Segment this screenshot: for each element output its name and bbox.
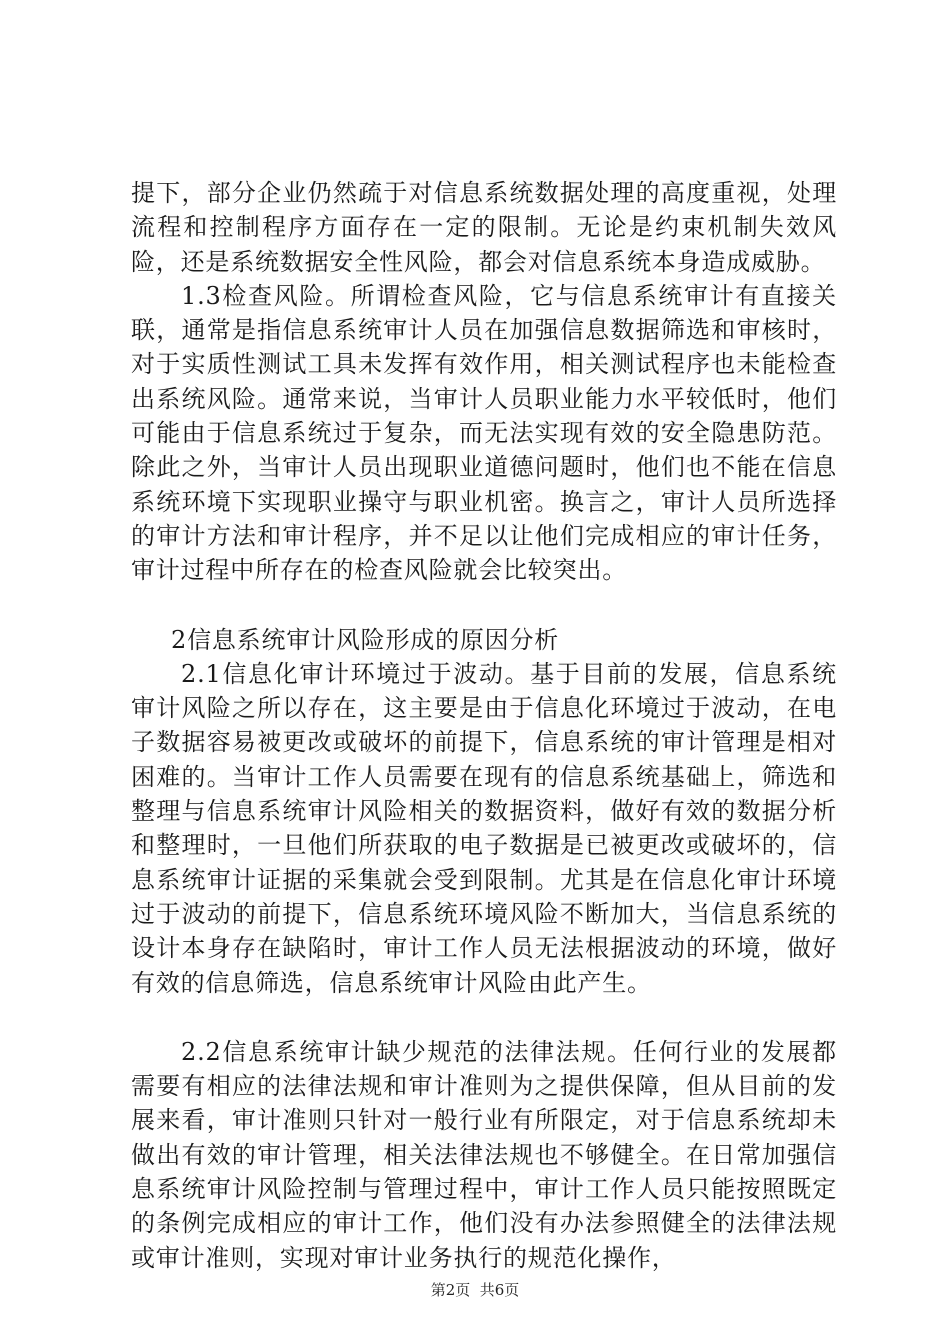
paragraph-continuation: 提下，部分企业仍然疏于对信息系统数据处理的高度重视，处理流程和控制程序方面存在一定的限制。无论是约束机制失效风险，还是系统数据安全性风险，都会对信息系统本身造成威胁。 (131, 179, 837, 276)
document-body (131, 176, 837, 1275)
paragraph-section-2-2: 2.2信息系统审计缺少规范的法律法规。任何行业的发展都需要有相应的法律法规和审计准则为之提供保障，但从目前的发展来看，审计准则只针对一般行业有所限定，对于信息系统却未做出有效的审计管理，相关法律法规也不够健全。在日常加强信息系统审计风险控制与管理过程中，审计工作人员只能按照既定的条例完成相应的审计工作，他们没有办法参照健全的法律法规或审计准则，实现对审计业务执行的规范化操作， (131, 1037, 837, 1272)
section-heading-2: 2信息系统审计风险形成的原因分析 (171, 625, 560, 654)
paragraph-section-1-3: 1.3检查风险。所谓检查风险，它与信息系统审计有直接关联，通常是指信息系统审计人员在加强信息数据筛选和审核时，对于实质性测试工具未发挥有效作用，相关测试程序也未能检查出系统风险。通常来说，当审计人员职业能力水平较低时，他们可能由于信息系统过于复杂，而无法实现有效的安全隐患防范。除此之外，当审计人员出现职业道德问题时，他们也不能在信息系统环境下实现职业操守与职业机密。换言之，审计人员所选择的审计方法和审计程序，并不足以让他们完成相应的审计任务，审计过程中所存在的检查风险就会比较突出。 (131, 281, 837, 585)
paragraph-section-2-1: 2.1信息化审计环境过于波动。基于目前的发展，信息系统审计风险之所以存在，这主要是由于信息化环境过于波动，在电子数据容易被更改或破坏的前提下，信息系统的审计管理是相对困难的。当审计工作人员需要在现有的信息系统基础上，筛选和整理与信息系统审计风险相关的数据资料，做好有效的数据分析和整理时，一旦他们所获取的电子数据是已被更改或破坏的，信息系统审计证据的采集就会受到限制。尤其是在信息化审计环境过于波动的前提下，信息系统环境风险不断加大，当信息系统的设计本身存在缺陷时，审计工作人员无法根据波动的环境，做好有效的信息筛选，信息系统审计风险由此产生。 (131, 659, 837, 997)
page-footer (0, 1280, 950, 1300)
page-number: 第2页 共6页 (430, 1281, 520, 1299)
